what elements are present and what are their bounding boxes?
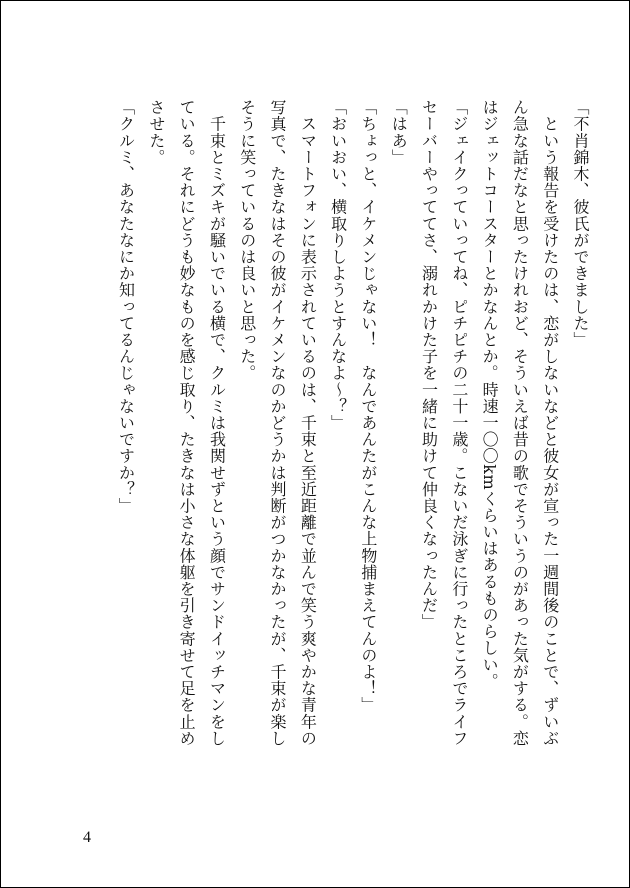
text-line: ている。それにどうも妙なものを感じ取り、たきなは小さな体躯を引き寄せて足を止め: [177, 99, 197, 747]
text-line: セーバーやっててさ、溺れかけた子を一緒に助けて仲良くなったんだ」: [419, 99, 439, 631]
text-line: 「ジェイクっていってね、ピチピチの二十一歳。こないだ泳ぎに行ったところでライフ: [449, 99, 469, 747]
text-line: 「ちょっと、イケメンじゃない！ なんであんたがこんな上物捕まえてんのよ！」: [358, 99, 378, 714]
text-line: 写真で、たきなはその彼がイケメンなのかどうかは判断がつかなかったが、千束が楽し: [268, 99, 288, 747]
text-line: という報告を受けたのは、恋がしないなどと彼女が宣った一週間後のことで、ずいぶ: [540, 99, 560, 747]
text-line: はジェットコースターとかなんとか。時速一〇〇kmくらいはあるものらしい。: [480, 99, 500, 690]
text-line: 千束とミズキが騒いでいる横で、クルミは我関せずという顔でサンドイッチマンをし: [207, 99, 227, 747]
text-line: させた。: [146, 99, 166, 166]
text-line: 「不肖錦木、彼氏ができました」: [571, 99, 590, 348]
text-line: 「はあ」: [389, 99, 409, 166]
text-line: 「おいおい、横取りしようとすんなよ～？」: [328, 99, 348, 431]
body-text: [110, 99, 595, 747]
text-line: ん急な話だなと思ったけれおど、そういえば昔の歌でそういうのがあった気がする。恋: [510, 99, 530, 747]
page-number: 4: [83, 829, 91, 846]
text-line: 「クルミ、あなたなにか知ってるんじゃないですか？」: [116, 99, 136, 514]
text-line: そうに笑っているのは良いと思った。: [237, 99, 257, 382]
text-line: スマートフォンに表示されているのは、千束と至近距離で並んで笑う爽やかな青年の: [298, 99, 318, 747]
